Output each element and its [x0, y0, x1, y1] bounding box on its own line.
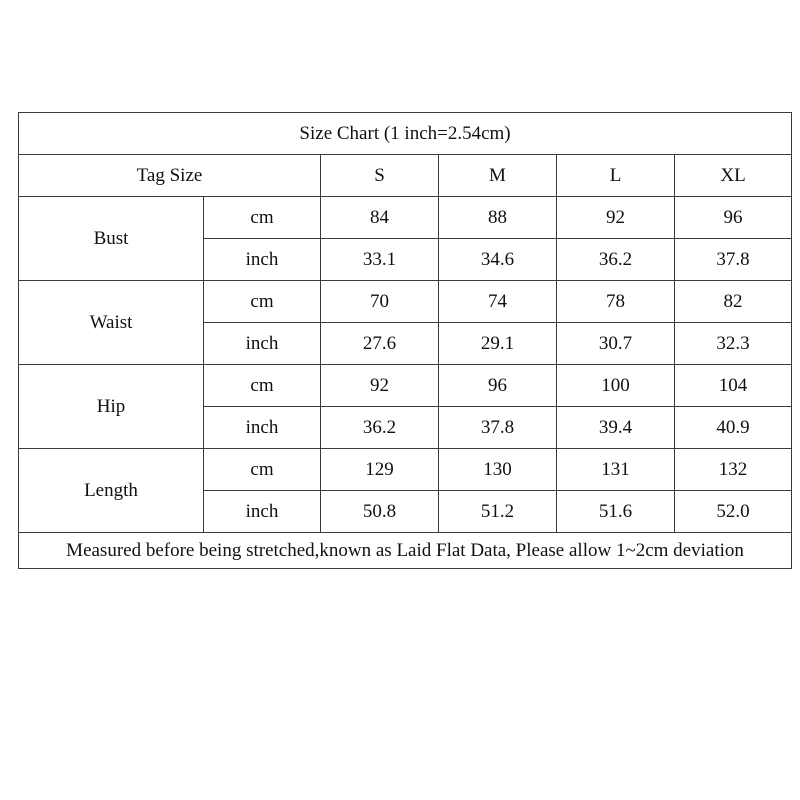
value-cell: 84 [321, 197, 439, 239]
header-row [19, 155, 792, 197]
size-header-m: M [439, 155, 557, 197]
value-cell: 96 [439, 365, 557, 407]
value-cell: 50.8 [321, 491, 439, 533]
title-row [19, 113, 792, 155]
value-cell: 40.9 [675, 407, 792, 449]
unit-cell: cm [204, 281, 321, 323]
measure-name-bust: Bust [19, 197, 204, 281]
value-cell: 100 [557, 365, 675, 407]
value-cell: 29.1 [439, 323, 557, 365]
value-cell: 129 [321, 449, 439, 491]
value-cell: 39.4 [557, 407, 675, 449]
value-cell: 27.6 [321, 323, 439, 365]
measure-name-hip: Hip [19, 365, 204, 449]
table-row [19, 449, 792, 491]
value-cell: 92 [557, 197, 675, 239]
unit-cell: inch [204, 239, 321, 281]
value-cell: 70 [321, 281, 439, 323]
value-cell: 130 [439, 449, 557, 491]
value-cell: 78 [557, 281, 675, 323]
value-cell: 132 [675, 449, 792, 491]
value-cell: 96 [675, 197, 792, 239]
value-cell: 88 [439, 197, 557, 239]
unit-cell: inch [204, 491, 321, 533]
tag-size-label: Tag Size [19, 155, 321, 197]
unit-cell: cm [204, 365, 321, 407]
value-cell: 92 [321, 365, 439, 407]
value-cell: 104 [675, 365, 792, 407]
value-cell: 37.8 [439, 407, 557, 449]
value-cell: 33.1 [321, 239, 439, 281]
value-cell: 51.6 [557, 491, 675, 533]
value-cell: 34.6 [439, 239, 557, 281]
value-cell: 32.3 [675, 323, 792, 365]
value-cell: 52.0 [675, 491, 792, 533]
measurement-note: Measured before being stretched,known as Laid Flat Data, Please allow 1~2cm deviation [19, 533, 792, 569]
size-chart-table [18, 112, 792, 569]
chart-title: Size Chart (1 inch=2.54cm) [19, 113, 792, 155]
table-row [19, 197, 792, 239]
table-row [19, 365, 792, 407]
size-header-l: L [557, 155, 675, 197]
value-cell: 36.2 [557, 239, 675, 281]
value-cell: 51.2 [439, 491, 557, 533]
value-cell: 131 [557, 449, 675, 491]
unit-cell: inch [204, 323, 321, 365]
unit-cell: inch [204, 407, 321, 449]
value-cell: 37.8 [675, 239, 792, 281]
note-row [19, 533, 792, 569]
table-row [19, 281, 792, 323]
unit-cell: cm [204, 197, 321, 239]
measure-name-waist: Waist [19, 281, 204, 365]
measure-name-length: Length [19, 449, 204, 533]
size-header-xl: XL [675, 155, 792, 197]
value-cell: 36.2 [321, 407, 439, 449]
value-cell: 74 [439, 281, 557, 323]
value-cell: 30.7 [557, 323, 675, 365]
size-header-s: S [321, 155, 439, 197]
value-cell: 82 [675, 281, 792, 323]
unit-cell: cm [204, 449, 321, 491]
